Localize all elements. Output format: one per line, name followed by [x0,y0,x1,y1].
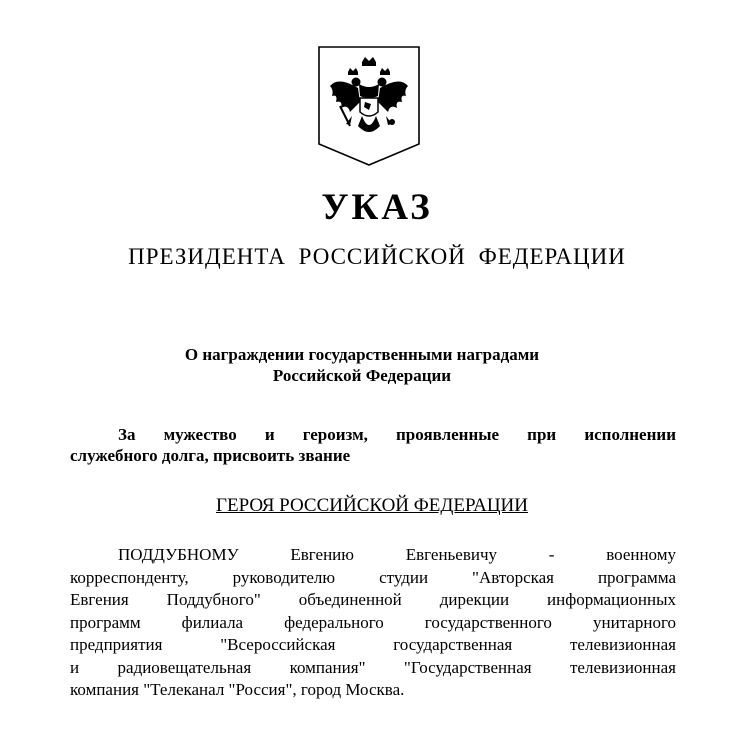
decree-subtitle: ПРЕЗИДЕНТА РОССИЙСКОЙ ФЕДЕРАЦИИ [128,244,626,269]
decree-body [70,544,676,702]
heading-line: О награждении государственными наградами [184,345,540,364]
body-line: и радиовещательная компания" "Государственная телевизионная [70,657,676,677]
decree-heading [0,344,724,386]
heading-line: Российской Федерации [272,366,452,385]
body-line: корреспонденту, руководителю студии "Авторская программа [70,567,676,587]
body-line: Евгения Поддубного" объединенной дирекции информационных [70,590,676,609]
body-line: ПОДДУБНОМУ Евгению Евгеньевичу - военному [118,545,676,564]
body-line: предприятия "Всероссийская государственная телевизионная [70,635,676,654]
intro-line: служебного долга, присвоить звание [70,446,351,465]
decree-intro [70,424,676,466]
intro-line: За мужество и героизм, проявленные при исполнении [118,425,676,444]
body-line: программ филиала федерального государственного унитарного [70,612,676,632]
award-rank: ГЕРОЯ РОССИЙСКОЙ ФЕДЕРАЦИИ [216,495,528,516]
decree-title: УКАЗ [321,187,433,228]
coat-of-arms-icon [318,46,420,166]
body-line: компания "Телеканал "Россия", город Москва. [70,680,405,699]
